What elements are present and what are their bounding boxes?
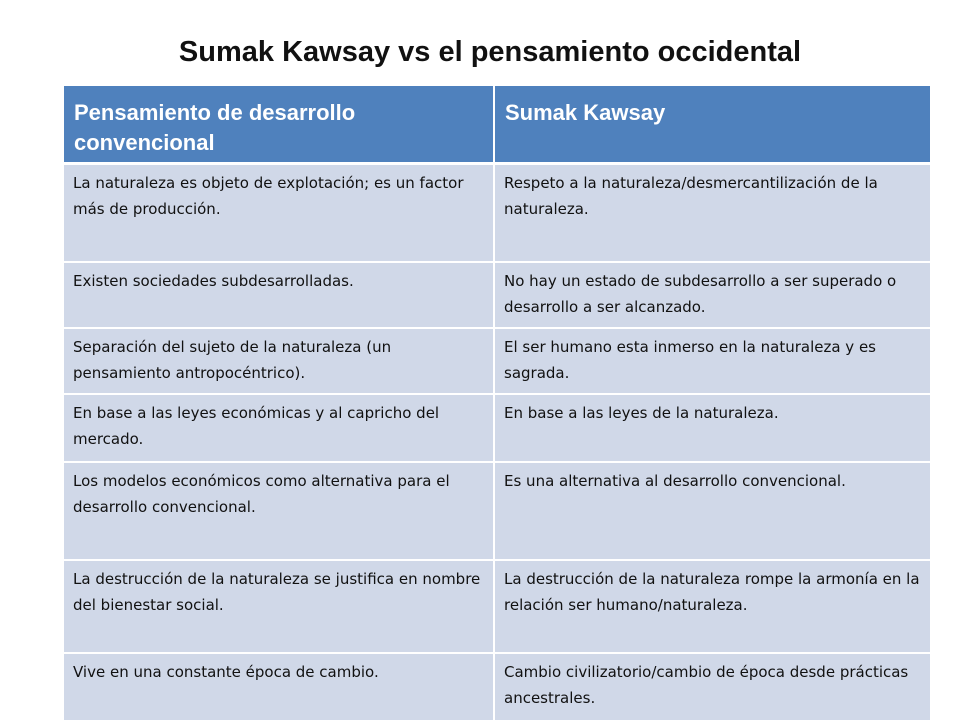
cell-conventional: En base a las leyes económicas y al capricho del mercado.	[64, 394, 494, 462]
cell-sumak-kawsay: En base a las leyes de la naturaleza.	[494, 394, 930, 462]
slide-title: Sumak Kawsay vs el pensamiento occidental	[178, 36, 802, 68]
table-row	[64, 394, 930, 462]
table-row	[64, 653, 930, 720]
table-row	[64, 328, 930, 394]
cell-sumak-kawsay: La destrucción de la naturaleza rompe la armonía en la relación ser humano/naturaleza.	[494, 560, 930, 653]
header-sumak-kawsay: Sumak Kawsay	[494, 86, 930, 164]
cell-sumak-kawsay: Cambio civilizatorio/cambio de época desde prácticas ancestrales.	[494, 653, 930, 720]
cell-conventional: Separación del sujeto de la naturaleza (un pensamiento antropocéntrico).	[64, 328, 494, 394]
comparison-table	[64, 86, 930, 720]
cell-sumak-kawsay: El ser humano esta inmerso en la naturaleza y es sagrada.	[494, 328, 930, 394]
cell-conventional: Los modelos económicos como alternativa para el desarrollo convencional.	[64, 462, 494, 560]
table-row	[64, 462, 930, 560]
table-row	[64, 560, 930, 653]
table-row	[64, 262, 930, 328]
cell-sumak-kawsay: Es una alternativa al desarrollo convencional.	[494, 462, 930, 560]
cell-conventional: La naturaleza es objeto de explotación; es un factor más de producción.	[64, 164, 494, 262]
table-row	[64, 164, 930, 262]
cell-conventional: Existen sociedades subdesarrolladas.	[64, 262, 494, 328]
cell-conventional: Vive en una constante época de cambio.	[64, 653, 494, 720]
cell-sumak-kawsay: Respeto a la naturaleza/desmercantilización de la naturaleza.	[494, 164, 930, 262]
cell-sumak-kawsay: No hay un estado de subdesarrollo a ser superado o desarrollo a ser alcanzado.	[494, 262, 930, 328]
cell-conventional: La destrucción de la naturaleza se justifica en nombre del bienestar social.	[64, 560, 494, 653]
header-conventional-development: Pensamiento de desarrollo convencional	[64, 86, 494, 164]
table-header-row	[64, 86, 930, 164]
